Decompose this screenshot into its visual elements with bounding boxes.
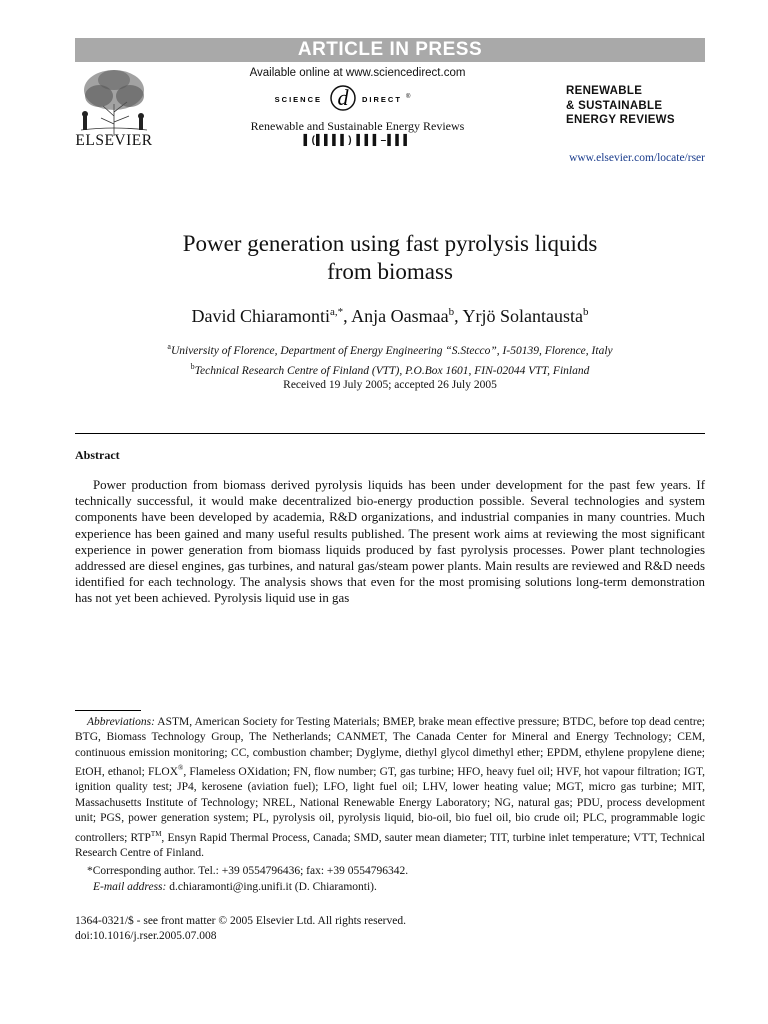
sd-mark: ®: [406, 94, 411, 100]
journal-url-link[interactable]: www.elsevier.com/locate/rser: [569, 152, 705, 164]
available-online-text: Available online at www.sciencedirect.com: [249, 67, 466, 79]
corresponding-author: *Corresponding author. Tel.: +39 0554796436; fax: +39 0554796342.: [87, 865, 409, 877]
elsevier-tree-logo-icon: [73, 66, 155, 138]
footnote-divider: [75, 710, 141, 711]
abstract-text: Power production from biomass derived pyrolysis liquids has been under development for the past few years. If technically successful, it would make decentralized bio-energy production possible. Several technologies and system components have been developed by academia, R&D organizations, and industrial companies in many countries. Much experience has been gained and many useful results published. The present work aims at reviewing the most significant experience in power generation from biomass liquids produced by fast pyrolysis processes. Power plant technologies addressed are diesel engines, gas turbines, and natural gas/steam power plants. Main results are reviewed and R&D needs identified for each technology. The analysis shows that even for the most promising solutions long-term demonstration has not yet been achieved. Pyrolysis liquid use in gas: [75, 478, 705, 606]
journal-name: Renewable and Sustainable Energy Reviews: [250, 119, 465, 133]
journal-logo-text: RENEWABLE & SUSTAINABLE ENERGY REVIEWS: [566, 85, 675, 126]
affiliation-b: $^b$Technical Research Centre of Finland (VTT), P.O.Box 1601, FIN-02044 VTT, Finland: [190, 361, 590, 377]
section-divider: [75, 433, 705, 434]
affiliation-a: $^a$University of Florence, Department of Energy Engineering “S.Stecco”, I-50139, Florence, Italy: [167, 342, 613, 357]
svg-text:d: d: [337, 85, 349, 110]
abbreviations-footnote: Abbreviations: ASTM, American Society for Testing Materials; BMEP, brake mean effective pressure; BTDC, before top dead centre; BTG, Biomass Technology Group, The Netherlands; CANMET, The Canada Center for Mineral and Energy Technology; CEM, continuous emission monitoring; CC, combustion chamber; Dyglyme, diethyl glycol dimethyl ether; EPDM, ethylene propylene diene; EtOH, ethanol; FLOX®, Flameless OXidation; FN, flow number; GT, gas turbine; HFO, heavy fuel oil; HVF, hot vapour filtration; IGT, ignition quality test; JP4, kerosene (aviation fuel); LFO, light fuel oil; LHV, lower heating value; MGT, micro gas turbine; MIT, Massachusetts Institute of Technology; NREL, National Renewable Energy Laboratory; NG, natural gas; PDU, process development unit; PGS, power generation system; PL, pyrolysis oil, pyrolysis liquid, bio-oil, bio fuel oil, bio crude oil; PLC, programmable logic controllers; RTP™, Ensyn Rapid Thermal Process, Canada; SMD, sauter mean diameter; TIT, turbine inlet temperature; VTT, Technical Research Centre of Finland.: [75, 716, 705, 859]
sd-right-text: DIRECT: [362, 95, 402, 104]
article-in-press-banner: ARTICLE IN PRESS: [75, 38, 705, 62]
received-dates: Received 19 July 2005; accepted 26 July 2005: [283, 379, 497, 391]
publisher-name: ELSEVIER: [75, 132, 153, 149]
article-title: Power generation using fast pyrolysis liquids from biomass: [182, 231, 598, 284]
author-list: David Chiaramonti$^{a,*}$, Anja Oasmaa$^b$, Yrjö Solantausta$^b$: [191, 306, 589, 326]
sciencedirect-logo-icon: [240, 83, 470, 113]
abstract-heading: Abstract: [75, 448, 120, 462]
volume-issue-placeholder: ▌(▌▌▌▌) ▌▌▌–▌▌▌: [303, 135, 412, 146]
author-name: Anja Oasmaa: [351, 306, 449, 326]
email-link[interactable]: d.chiaramonti@ing.unifi.it (D. Chiaramonti).: [166, 881, 377, 893]
affiliations: [75, 339, 705, 379]
sd-left-text: SCIENCE: [274, 95, 322, 104]
email-footnote: E-mail address: d.chiaramonti@ing.unifi.it (D. Chiaramonti).: [93, 881, 377, 893]
author-name: Yrjö Solantausta: [462, 306, 583, 326]
copyright-line: 1364-0321/$ - see front matter © 2005 Elsevier Ltd. All rights reserved.: [75, 915, 406, 927]
author-name: David Chiaramonti: [191, 306, 331, 326]
doi-link[interactable]: doi:10.1016/j.rser.2005.07.008: [75, 930, 217, 942]
